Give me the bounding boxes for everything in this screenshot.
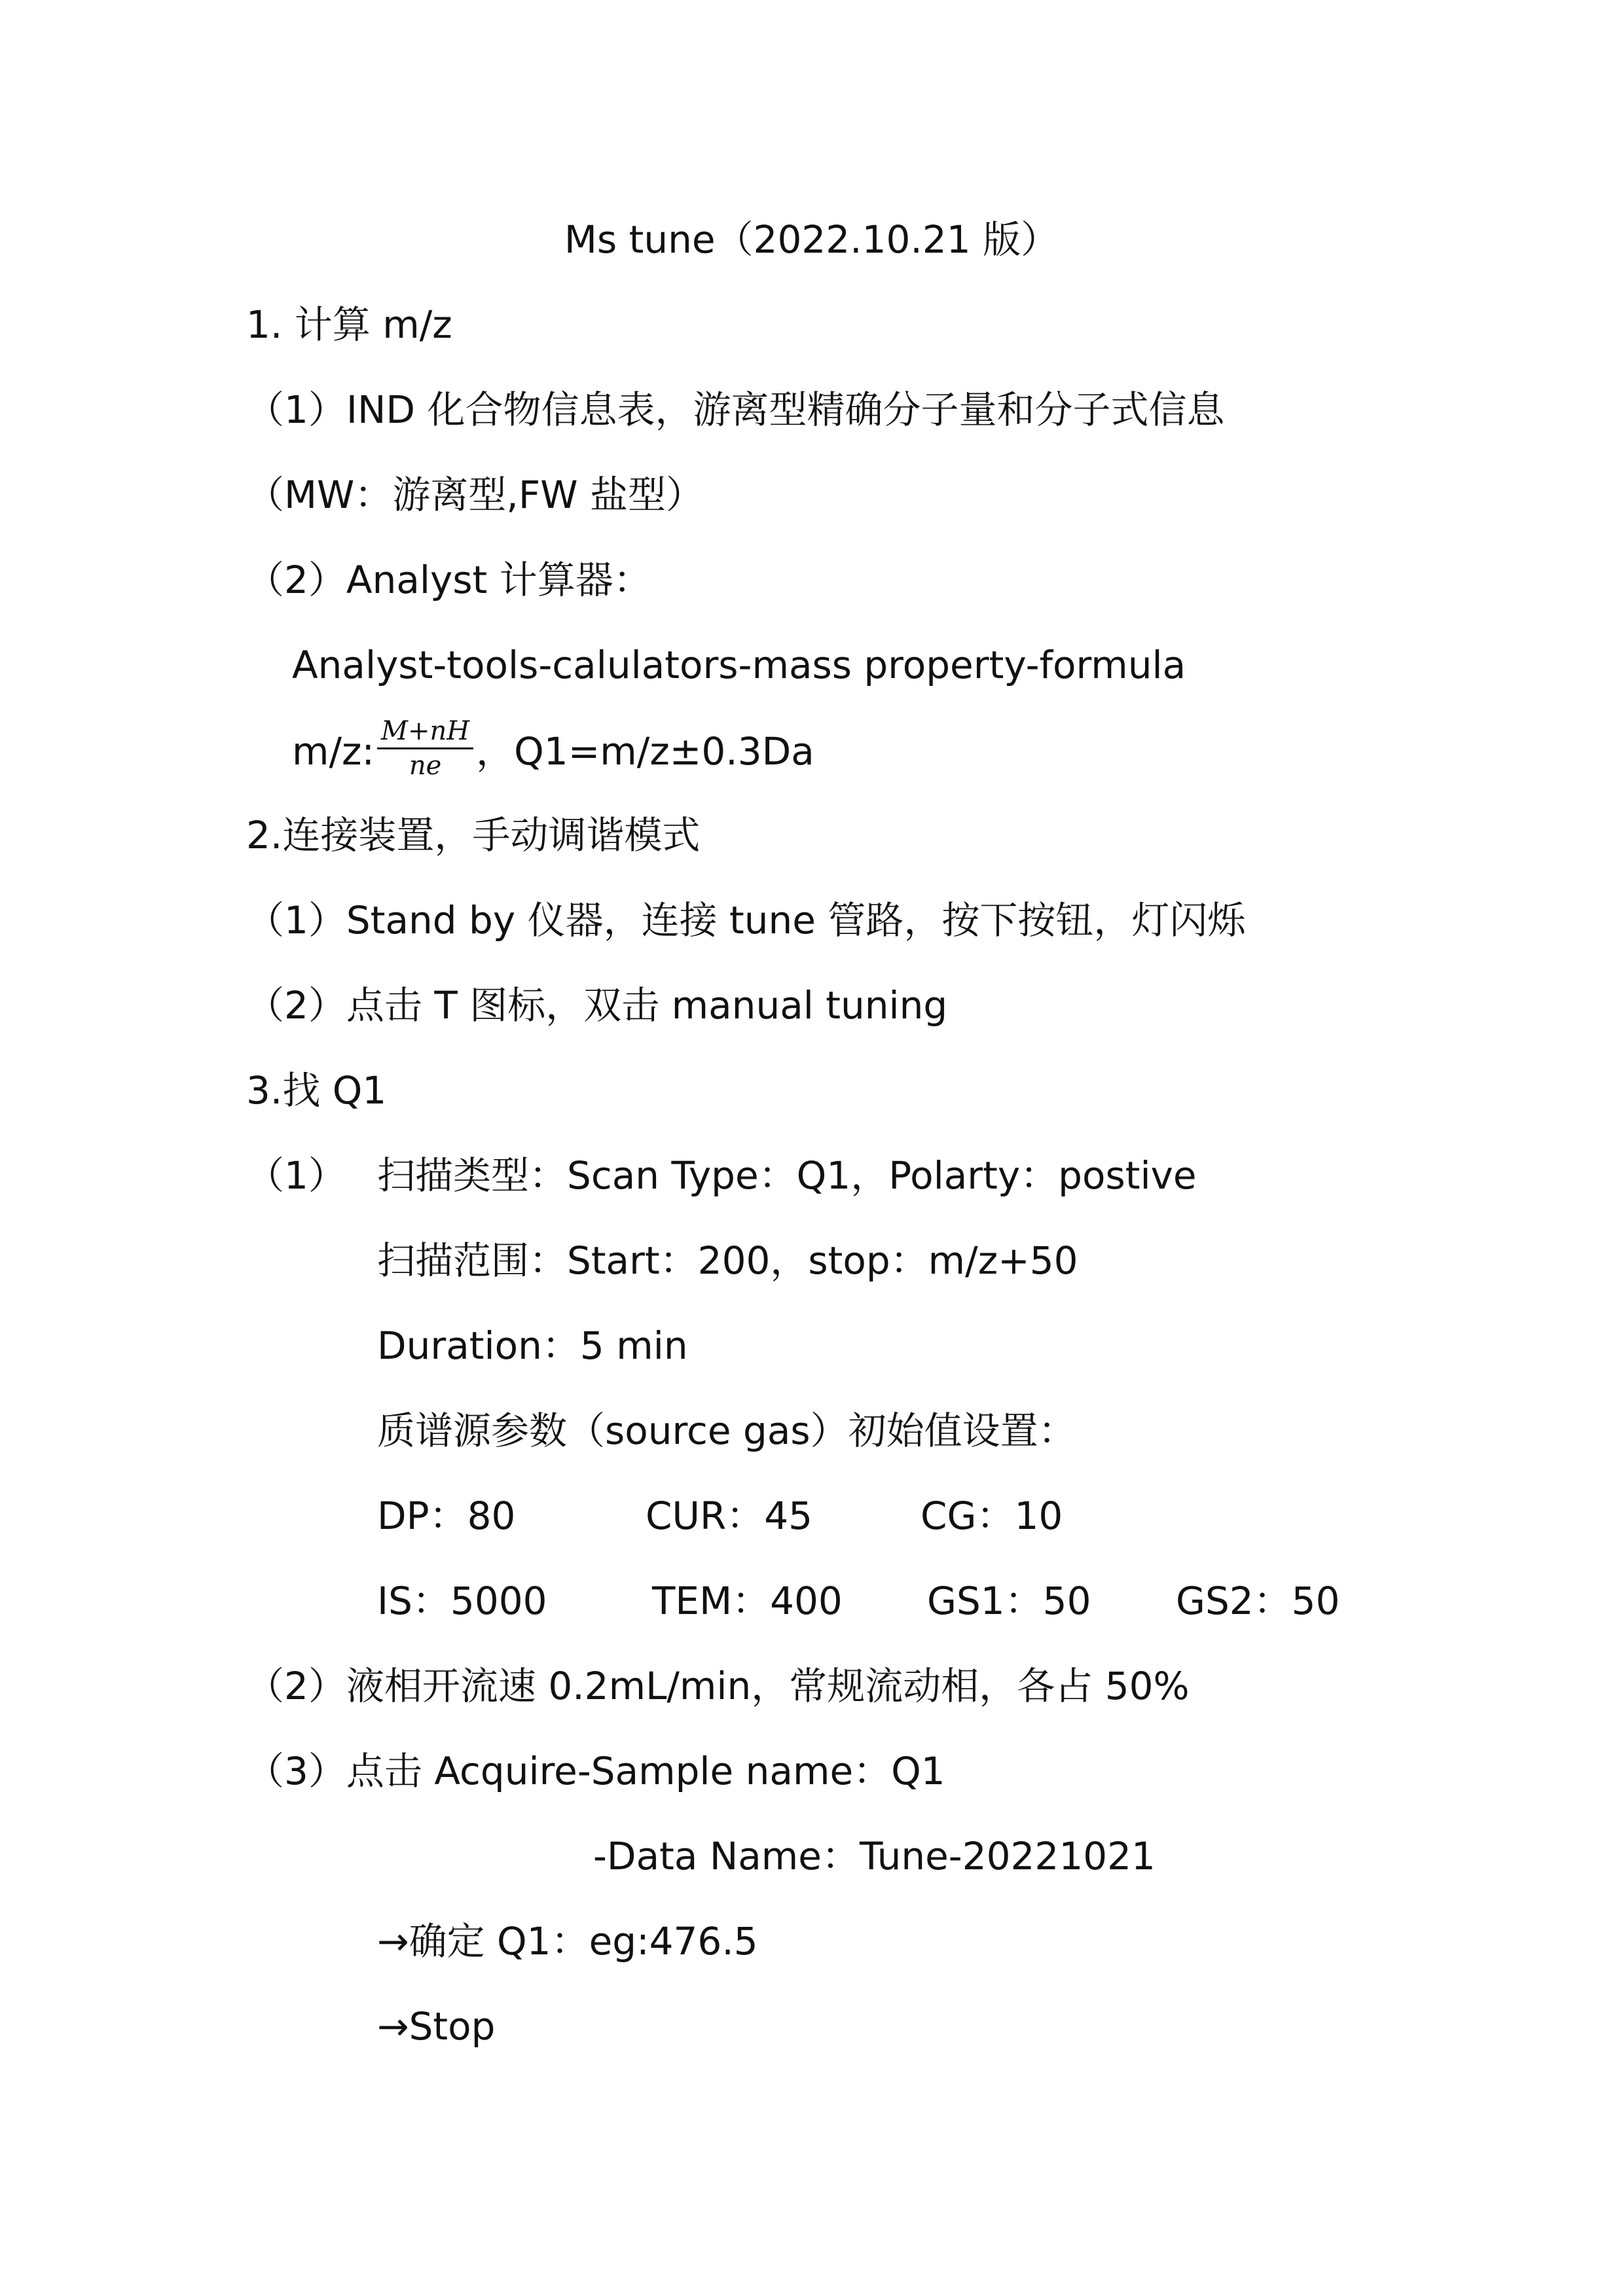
stop-step: →Stop	[377, 2004, 496, 2049]
param-tem: TEM：400	[652, 1579, 843, 1623]
param-cg: CG：10	[921, 1494, 1063, 1538]
mz-fraction-numerator: M+nH	[377, 716, 473, 749]
mz-fraction	[377, 716, 473, 781]
confirm-q1: →确定 Q1：eg:476.5	[377, 1919, 758, 1964]
section-2-item-2: （2）点击 T 图标，双击 manual tuning	[246, 983, 948, 1028]
section-1-item-1: （1）IND 化合物信息表，游离型精确分子量和分子式信息	[246, 387, 1225, 432]
param-gs1: GS1：50	[927, 1579, 1091, 1623]
duration: Duration：5 min	[377, 1323, 688, 1368]
param-dp: DP：80	[377, 1494, 516, 1538]
mz-formula-suffix: ，Q1=m/z±0.3Da	[476, 728, 814, 774]
section-1-item-1-note: （MW：游离型,FW 盐型）	[246, 473, 704, 517]
calculator-path: Analyst-tools-calulators-mass property-formula	[292, 643, 1186, 687]
source-params-title: 质谱源参数（source gas）初始值设置：	[377, 1408, 1076, 1453]
mz-formula	[292, 716, 814, 783]
section-3-item-1-label: （1）	[246, 1153, 346, 1198]
scan-type: 扫描类型：Scan Type：Q1，Polarty：postive	[377, 1153, 1197, 1198]
data-name-line: -Data Name：Tune-20221021	[593, 1834, 1156, 1878]
param-gs2: GS2：50	[1176, 1579, 1340, 1623]
section-1-heading: 1. 计算 m/z	[246, 302, 452, 347]
section-3-heading: 3.找 Q1	[246, 1068, 387, 1113]
mz-fraction-denominator: ne	[409, 751, 442, 781]
param-is: IS：5000	[377, 1579, 547, 1623]
mz-formula-prefix: m/z:	[292, 728, 375, 774]
section-1-item-2: （2）Analyst 计算器：	[246, 558, 651, 602]
document-title: Ms tune（2022.10.21 版）	[564, 217, 1059, 262]
section-3-item-3: （3）点击 Acquire-Sample name：Q1	[246, 1749, 945, 1793]
section-3-item-2: （2）液相开流速 0.2mL/min，常规流动相，各占 50%	[246, 1664, 1190, 1708]
param-cur: CUR：45	[646, 1494, 813, 1538]
scan-range: 扫描范围：Start：200，stop：m/z+50	[377, 1238, 1078, 1283]
section-2-heading: 2.连接装置，手动调谐模式	[246, 813, 701, 857]
section-2-item-1: （1）Stand by 仪器，连接 tune 管路，按下按钮，灯闪烁	[246, 898, 1246, 942]
